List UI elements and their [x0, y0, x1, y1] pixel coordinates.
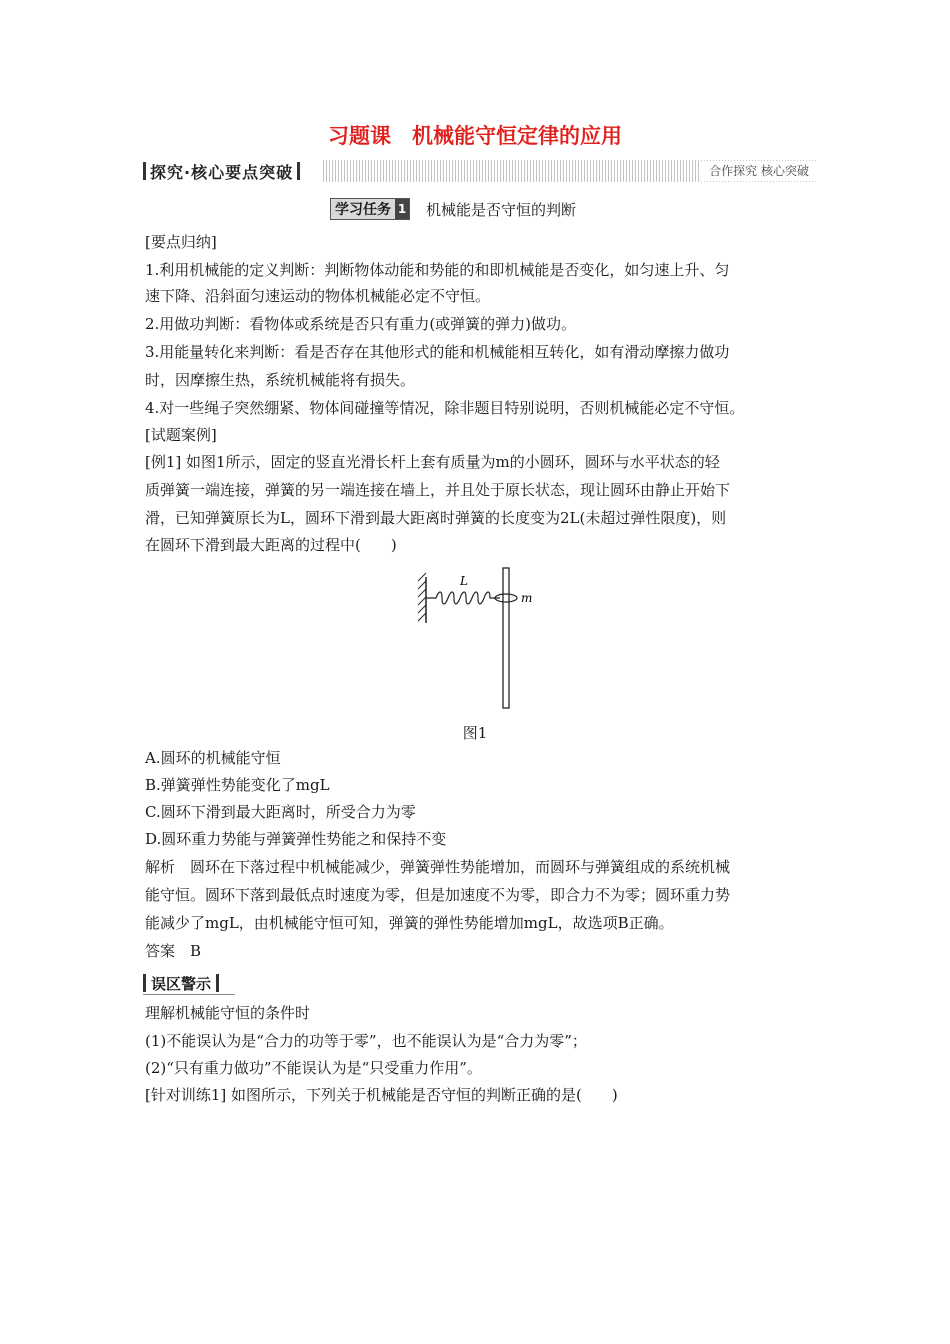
warning-bar-end: [216, 974, 219, 992]
option-a: A.圆环的机械能守恒: [145, 749, 281, 767]
option-d: D.圆环重力势能与弹簧弹性势能之和保持不变: [145, 830, 447, 848]
text-line: [试题案例]: [145, 426, 217, 444]
analysis-line: 能守恒。圆环下落到最低点时速度为零，但是加速度不为零，即合力不为零；圆环重力势: [145, 886, 731, 904]
text-line: 时，因摩擦生热，系统机械能将有损失。: [145, 371, 416, 389]
section-banner: [143, 160, 817, 182]
page-title: 习题课 机械能守恒定律的应用: [328, 124, 622, 148]
text-line: 速下降、沿斜面匀速运动的物体机械能必定不守恒。: [145, 287, 491, 305]
text-line: 滑，已知弹簧原长为L，圆环下滑到最大距离时弹簧的长度变为2L(未超过弹性限度)，则: [145, 509, 727, 527]
task-label: 机械能是否守恒的判断: [426, 200, 577, 219]
option-b: B.弹簧弹性势能变化了mgL: [145, 776, 330, 794]
label-m: m: [521, 591, 533, 605]
text-line: [要点归纳]: [145, 233, 217, 251]
text-line: 4.对一些绳子突然绷紧、物体间碰撞等情况，除非题目特别说明，否则机械能必定不守恒。: [145, 399, 745, 417]
figure-caption: 图1: [462, 724, 488, 742]
banner-left: [143, 160, 323, 182]
option-c: C.圆环下滑到最大距离时，所受合力为零: [145, 803, 416, 821]
warning-line: 理解机械能守恒的条件时: [145, 1004, 311, 1022]
banner-title: 探究·核心要点突破: [150, 162, 294, 182]
task-header: [330, 198, 576, 220]
exercise-line: [针对训练1] 如图所示，下列关于机械能是否守恒的判断正确的是( ): [145, 1086, 618, 1104]
text-line: [例1] 如图1所示，固定的竖直光滑长杆上套有质量为m的小圆环，圆环与水平状态的轻: [145, 453, 720, 471]
warning-line: (1)不能误认为是“合力的功等于零”，也不能误认为是“合力为零”；: [145, 1032, 587, 1050]
text-line: 3.用能量转化来判断：看是否存在其他形式的能和机械能相互转化，如有滑动摩擦力做功: [145, 343, 730, 361]
warning-line: (2)“只有重力做功”不能误认为是“只受重力作用”。: [145, 1059, 482, 1077]
label-L: L: [460, 574, 468, 588]
task-box: [330, 198, 410, 220]
text-line: 1.利用机械能的定义判断：判断物体动能和势能的和即机械能是否变化，如匀速上升、匀: [145, 261, 730, 279]
task-box-label: 学习任务: [335, 202, 391, 218]
warning-title: 误区警示: [151, 974, 212, 993]
text-line: 质弹簧一端连接，弹簧的另一端连接在墙上，并且处于原长状态，现让圆环由静止开始下: [145, 481, 731, 499]
text-line: 2.用做功判断：看物体或系统是否只有重力(或弹簧的弹力)做功。: [145, 315, 577, 333]
banner-bar: [143, 162, 146, 180]
spring: [426, 592, 500, 604]
banner-bar-end: [297, 162, 300, 180]
analysis-line: 解析 圆环在下落过程中机械能减少，弹簧弹性势能增加，而圆环与弹簧组成的系统机械: [145, 858, 731, 876]
vertical-rod: [503, 568, 509, 708]
warning-header: [143, 972, 235, 995]
text-line: 在圆环下滑到最大距离的过程中( ): [145, 536, 397, 554]
analysis-line: 能减少了mgL，由机械能守恒可知，弹簧的弹性势能增加mgL，故选项B正确。: [145, 914, 674, 932]
task-number: 1: [395, 199, 409, 219]
warning-bar: [143, 974, 146, 992]
answer-line: 答案 B: [145, 942, 202, 960]
spring-ring-figure: [400, 565, 550, 715]
banner-subtitle: 合作探究 核心突破: [701, 161, 817, 181]
wall-hatch: [418, 573, 426, 623]
